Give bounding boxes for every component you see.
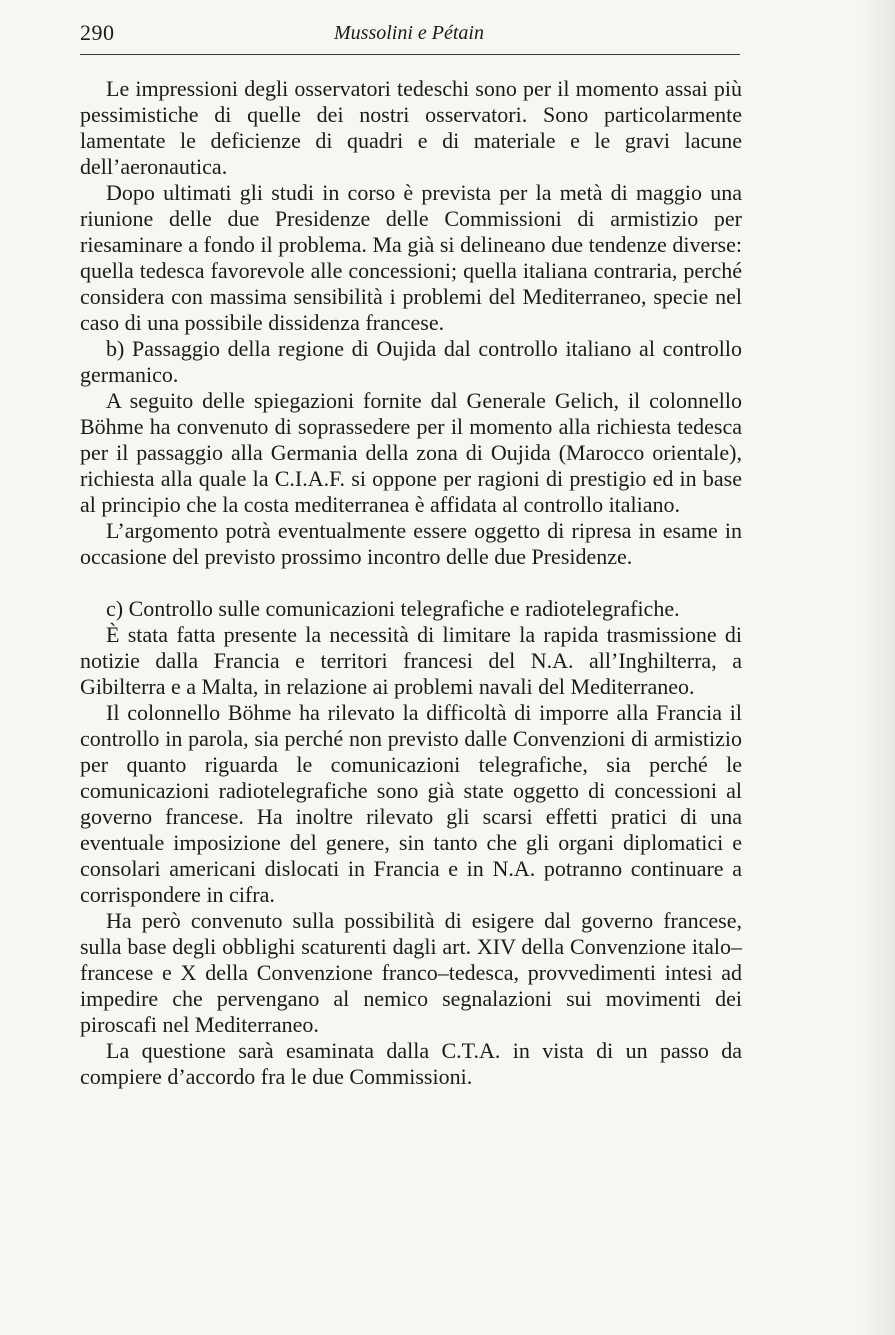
paragraph: Le impressioni degli osservatori tedeschi sono per il momento assai più pessimistiche di quelle dei nostri osservatori. Sono particolarmente lamentate le deficienze di quadri e di materiale e le gravi lacune dell’aeronautica. xyxy=(80,76,742,179)
page-number: 290 xyxy=(80,20,115,45)
header-rule xyxy=(80,54,740,55)
page-header xyxy=(80,20,738,54)
paragraph: A seguito delle spiegazioni fornite dal Generale Gelich, il colonnello Böhme ha convenuto di soprassedere per il momento alla richiesta tedesca per il passaggio alla Germania della zona di Oujida (Marocco orientale), richiesta alla quale la C.I.A.F. si oppone per ragioni di prestigio ed in base al principio che la costa mediterranea è affidata al controllo italiano. xyxy=(80,388,742,517)
paragraph: Ha però convenuto sulla possibilità di esigere dal governo francese, sulla base degli obblighi scaturenti dagli art. XIV della Convenzione italo–francese e X della Convenzione franco–tedesca, provvedimenti intesi ad impedire che pervengano al nemico segnalazioni sui movimenti dei piroscafi nel Mediterraneo. xyxy=(80,908,742,1037)
page-edge-shadow xyxy=(859,0,895,1335)
paragraph: È stata fatta presente la necessità di limitare la rapida trasmissione di notizie dalla Francia e territori francesi del N.A. all’Inghilterra, a Gibilterra e a Malta, in relazione ai problemi navali del Mediterraneo. xyxy=(80,622,742,699)
paragraph: Dopo ultimati gli studi in corso è prevista per la metà di maggio una riunione delle due Presidenze delle Commissioni di armistizio per riesaminare a fondo il problema. Ma già si delineano due tendenze diverse: quella tedesca favorevole alle concessioni; quella italiana contraria, perché considera con massima sensibilità i problemi del Mediterraneo, specie nel caso di una possibile dissidenza francese. xyxy=(80,180,742,335)
section-heading: b) Passaggio della regione di Oujida dal controllo italiano al controllo germanico. xyxy=(80,336,742,387)
paragraph: Il colonnello Böhme ha rilevato la difficoltà di imporre alla Francia il controllo in parola, sia perché non previsto dalle Convenzioni di armistizio per quanto riguarda le comunicazioni telegrafiche, sia perché le comunicazioni radiotelegrafiche sono già state oggetto di concessioni al governo francese. Ha inoltre rilevato gli scarsi effetti pratici di una eventuale imposizione del genere, sin tanto che gli organi diplomatici e consolari americani dislocati in Francia e in N.A. potranno continuare a corrispondere in cifra. xyxy=(80,700,742,907)
running-title: Mussolini e Pétain xyxy=(334,22,484,44)
body-text xyxy=(80,76,742,1090)
paragraph: La questione sarà esaminata dalla C.T.A. in vista di un passo da compiere d’accordo fra le due Commissioni. xyxy=(80,1038,742,1089)
paragraph: L’argomento potrà eventualmente essere oggetto di ripresa in esame in occasione del previsto prossimo incontro delle due Presidenze. xyxy=(80,518,742,569)
section-heading: c) Controllo sulle comunicazioni telegrafiche e radiotelegrafiche. xyxy=(106,596,680,621)
